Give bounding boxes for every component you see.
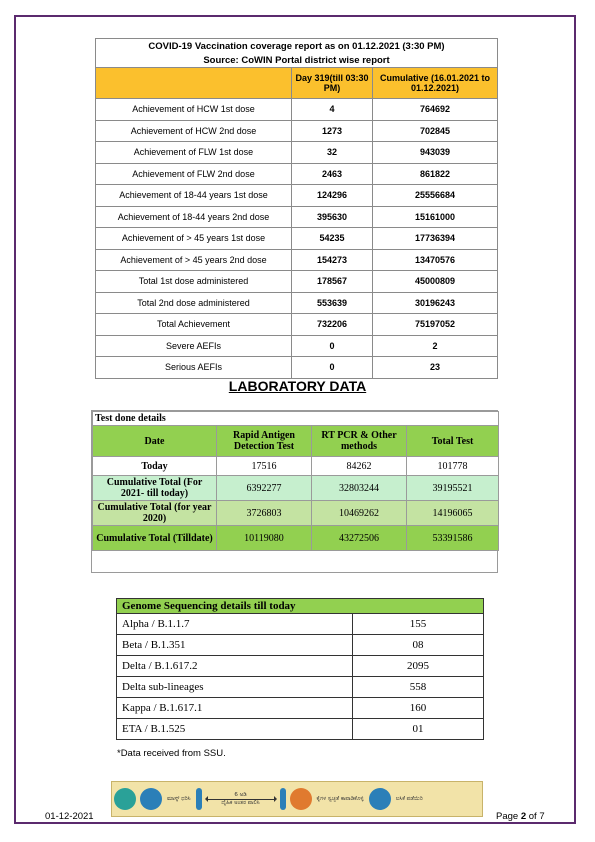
vaccination-row — [96, 120, 498, 142]
lab-row-rat: 10119080 — [217, 526, 312, 551]
lab-row-label: Cumulative Total (for year 2020) — [93, 501, 217, 526]
vaccination-row-cumulative: 17736394 — [373, 228, 498, 250]
vaccination-row-cumulative: 702845 — [373, 120, 498, 142]
genome-row-variant: Delta sub-lineages — [117, 677, 353, 698]
page-suffix: of 7 — [528, 811, 545, 822]
lab-row — [93, 476, 499, 501]
lab-row-total: 39195521 — [407, 476, 499, 501]
vaccination-row-day: 553639 — [292, 292, 373, 314]
lab-row-rat: 3726803 — [217, 501, 312, 526]
lab-header-rtpcr: RT PCR & Other methods — [312, 426, 407, 457]
page-current: 2 — [520, 811, 527, 822]
vaccination-row-cumulative: 943039 — [373, 142, 498, 164]
genome-table — [116, 598, 484, 740]
vaccination-row — [96, 357, 498, 379]
genome-row — [117, 719, 484, 740]
footer-page-number — [496, 811, 545, 822]
banner-handwash-segment — [288, 782, 367, 816]
vaccination-row-day: 178567 — [292, 271, 373, 293]
covid-awareness-banner — [111, 781, 483, 817]
genome-row — [117, 656, 484, 677]
banner-vaccine-segment — [367, 782, 426, 816]
footer-date: 01-12-2021 — [45, 811, 94, 822]
lab-row-rtpcr: 84262 — [312, 457, 407, 476]
genome-row-variant: Kappa / B.1.617.1 — [117, 698, 353, 719]
lab-caption: Test done details — [93, 412, 499, 426]
vaccination-row-label: Achievement of FLW 1st dose — [96, 142, 292, 164]
lab-heading: LABORATORY DATA — [228, 378, 367, 394]
vaccination-row-label: Achievement of 18-44 years 2nd dose — [96, 206, 292, 228]
vaccination-table — [95, 38, 498, 379]
vaccination-row-day: 54235 — [292, 228, 373, 250]
vaccination-row-day: 732206 — [292, 314, 373, 336]
banner-mask-segment — [112, 782, 194, 816]
vaccination-row — [96, 292, 498, 314]
vaccination-row-cumulative: 13470576 — [373, 249, 498, 271]
vaccination-row — [96, 185, 498, 207]
page-prefix: Page — [496, 811, 519, 822]
vaccination-row-cumulative: 2 — [373, 335, 498, 357]
genome-row — [117, 677, 484, 698]
vaccination-row-label: Total Achievement — [96, 314, 292, 336]
vaccination-header-day: Day 319(till 03:30 PM) — [292, 68, 373, 99]
vaccination-source: Source: CoWIN Portal district wise report — [96, 53, 498, 68]
vaccination-row-label: Severe AEFIs — [96, 335, 292, 357]
vaccination-row — [96, 142, 498, 164]
banner-distance-top: 6 ಅಡಿ — [234, 791, 247, 798]
vaccination-row-cumulative: 15161000 — [373, 206, 498, 228]
lab-row-total: 101778 — [407, 457, 499, 476]
genome-row-variant: Beta / B.1.351 — [117, 635, 353, 656]
lab-header-total: Total Test — [407, 426, 499, 457]
banner-handwash-text: ಕೈಗಳ ಸ್ವಚ್ಛತೆ ಕಾಪಾಡಿಕೊಳ್ಳಿ — [316, 795, 364, 802]
vaccination-row-cumulative: 75197052 — [373, 314, 498, 336]
lab-table — [92, 411, 499, 551]
lab-row — [93, 526, 499, 551]
vaccination-row-day: 395630 — [292, 206, 373, 228]
handwash-icon — [290, 788, 312, 810]
vaccination-row-cumulative: 45000809 — [373, 271, 498, 293]
person-icon — [280, 788, 286, 810]
vaccination-row-label: Total 2nd dose administered — [96, 292, 292, 314]
vaccination-row — [96, 271, 498, 293]
vaccination-row — [96, 99, 498, 121]
vaccination-row — [96, 335, 498, 357]
lab-header-rat: Rapid Antigen Detection Test — [217, 426, 312, 457]
lab-row-total: 14196065 — [407, 501, 499, 526]
vaccination-header-cumulative: Cumulative (16.01.2021 to 01.12.2021) — [373, 68, 498, 99]
lab-row-rat: 6392277 — [217, 476, 312, 501]
mask-person-icon — [114, 788, 136, 810]
genome-row — [117, 635, 484, 656]
vaccination-row-cumulative: 25556684 — [373, 185, 498, 207]
vaccination-row — [96, 314, 498, 336]
genome-title: Genome Sequencing details till today — [117, 599, 484, 614]
vaccination-row-label: Serious AEFIs — [96, 357, 292, 379]
vaccination-row-day: 4 — [292, 99, 373, 121]
genome-note: *Data received from SSU. — [117, 748, 226, 759]
vaccination-row-label: Achievement of HCW 2nd dose — [96, 120, 292, 142]
genome-row-variant: Alpha / B.1.1.7 — [117, 614, 353, 635]
vaccination-row-day: 32 — [292, 142, 373, 164]
vaccination-header-blank — [96, 68, 292, 99]
vaccination-row-day: 154273 — [292, 249, 373, 271]
vaccination-row-cumulative: 30196243 — [373, 292, 498, 314]
genome-row-variant: Delta / B.1.617.2 — [117, 656, 353, 677]
vaccination-row — [96, 249, 498, 271]
vaccination-row-label: Achievement of 18-44 years 1st dose — [96, 185, 292, 207]
vaccination-row-day: 1273 — [292, 120, 373, 142]
vaccination-row — [96, 228, 498, 250]
genome-row-count: 155 — [353, 614, 484, 635]
vaccination-row-day: 124296 — [292, 185, 373, 207]
genome-row-count: 558 — [353, 677, 484, 698]
genome-row-count: 2095 — [353, 656, 484, 677]
double-arrow-icon — [206, 799, 276, 800]
genome-row-count: 01 — [353, 719, 484, 740]
vaccination-row — [96, 206, 498, 228]
genome-row-count: 08 — [353, 635, 484, 656]
lab-row-label: Cumulative Total (For 2021- till today) — [93, 476, 217, 501]
lab-row-total: 53391586 — [407, 526, 499, 551]
vaccination-row-cumulative: 861822 — [373, 163, 498, 185]
lab-row — [93, 501, 499, 526]
vaccination-row-label: Achievement of > 45 years 2nd dose — [96, 249, 292, 271]
banner-mask-text: ಮಾಸ್ಕ್ ಧರಿಸಿ — [167, 795, 191, 802]
lab-row-rat: 17516 — [217, 457, 312, 476]
genome-row-variant: ETA / B.1.525 — [117, 719, 353, 740]
banner-vaccine-text: ಲಸಿಕೆ ಪಡೆಯಿರಿ — [395, 795, 423, 802]
vaccination-icon — [369, 788, 391, 810]
vaccination-row-day: 2463 — [292, 163, 373, 185]
genome-row — [117, 698, 484, 719]
lab-row-rtpcr: 32803244 — [312, 476, 407, 501]
vaccination-row-label: Achievement of > 45 years 1st dose — [96, 228, 292, 250]
banner-distance-segment — [194, 782, 288, 816]
genome-row-count: 160 — [353, 698, 484, 719]
lab-table-frame — [91, 410, 498, 573]
lab-row-label: Today — [93, 457, 217, 476]
vaccination-row-label: Achievement of HCW 1st dose — [96, 99, 292, 121]
vaccination-title: COVID-19 Vaccination coverage report as on 01.12.2021 (3:30 PM) — [96, 39, 498, 54]
genome-row — [117, 614, 484, 635]
vaccination-row-label: Achievement of FLW 2nd dose — [96, 163, 292, 185]
mask-person-icon — [140, 788, 162, 810]
banner-distance-bottom: ದೈಹಿಕ ಅಂತರ ಪಾಲಿಸಿ — [221, 799, 260, 806]
vaccination-row-day: 0 — [292, 357, 373, 379]
lab-header-date: Date — [93, 426, 217, 457]
vaccination-row — [96, 163, 498, 185]
lab-row-label: Cumulative Total (Tilldate) — [93, 526, 217, 551]
lab-row-rtpcr: 43272506 — [312, 526, 407, 551]
vaccination-row-label: Total 1st dose administered — [96, 271, 292, 293]
vaccination-row-cumulative: 764692 — [373, 99, 498, 121]
vaccination-row-cumulative: 23 — [373, 357, 498, 379]
lab-row — [93, 457, 499, 476]
lab-row-rtpcr: 10469262 — [312, 501, 407, 526]
vaccination-row-day: 0 — [292, 335, 373, 357]
